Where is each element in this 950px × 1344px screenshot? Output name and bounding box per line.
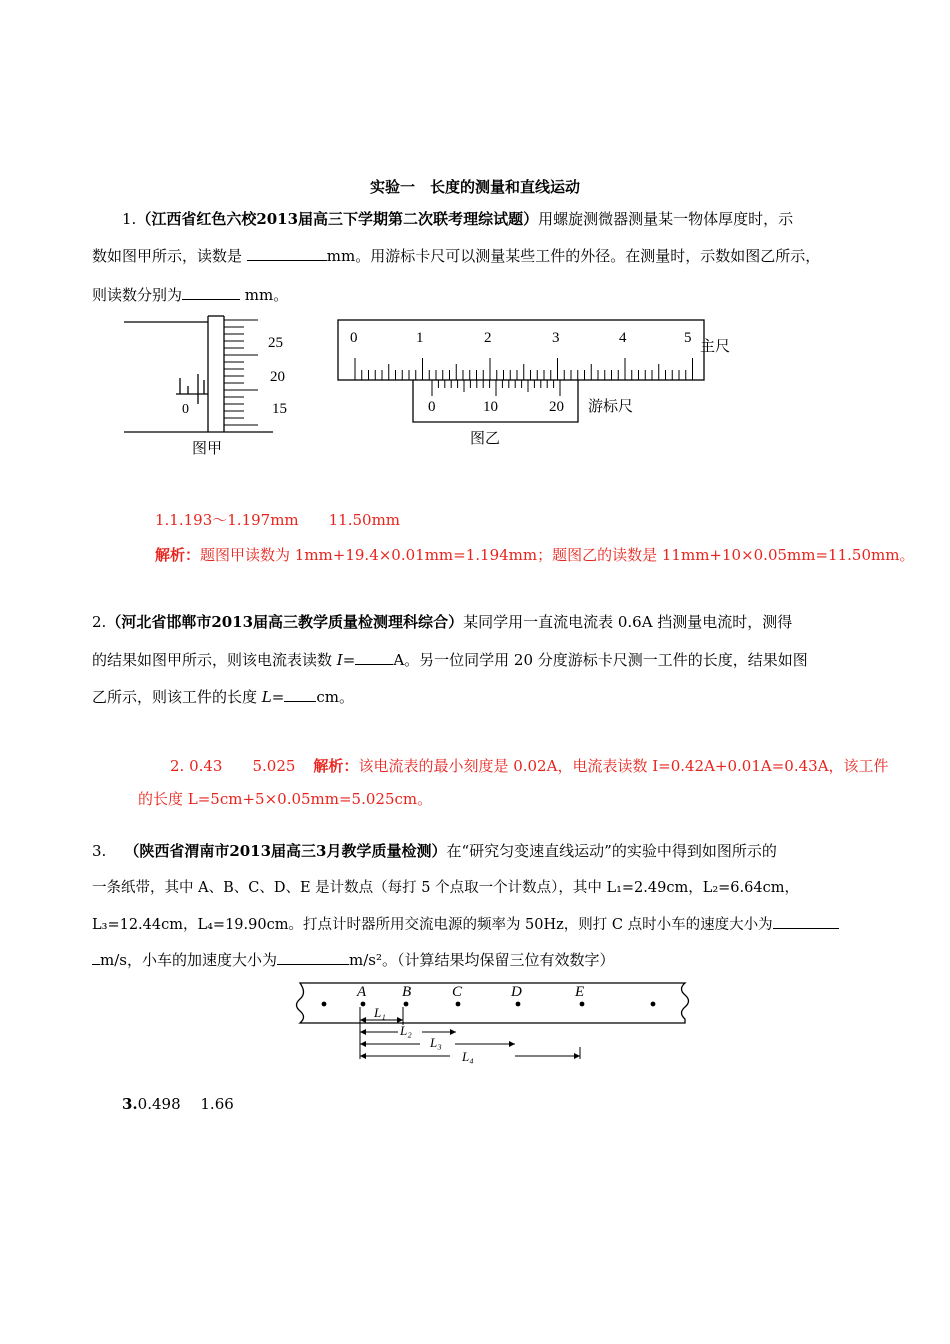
- q1-line-2: [92, 245, 820, 266]
- thimble-tick-label: 20: [270, 369, 285, 385]
- q2-line-3: [92, 686, 354, 707]
- q2-text-c2: =: [271, 688, 285, 706]
- tape-length-label: L₂: [400, 1023, 412, 1038]
- tape-point-label: B: [402, 984, 412, 1000]
- q3-text-d1: m/s，小车的加速度大小为: [100, 951, 277, 969]
- main-scale-tick-label: 4: [619, 330, 627, 346]
- figure-b-caption: 图乙: [470, 431, 501, 447]
- q1-line-3: [92, 284, 288, 305]
- q1-analysis: [155, 544, 914, 565]
- q3-answer-number: 3.: [122, 1095, 138, 1113]
- sleeve-zero-label: 0: [182, 402, 189, 417]
- q3-source: （陕西省渭南市2013届高三3月教学质量检测）: [124, 842, 447, 860]
- q1-number: 1.: [122, 210, 137, 228]
- q2-answer-blank-1[interactable]: [355, 650, 393, 665]
- q1-answer-blank-1[interactable]: [247, 246, 327, 261]
- tape-point-label: C: [452, 984, 463, 1000]
- q3-answer-blank-2[interactable]: [277, 950, 349, 965]
- vernier-tick-label: 10: [483, 399, 498, 415]
- tape-point-label: A: [357, 984, 367, 1000]
- q2-source: （河北省邯郸市2013届高三教学质量检测理科综合）: [106, 613, 464, 631]
- q1-answer-blank-2[interactable]: [182, 285, 240, 300]
- main-scale-tick-label: 1: [416, 330, 424, 346]
- q2-text-a: 某同学用一直流电流表 0.6A 挡测量电流时，测得: [463, 613, 793, 631]
- tape-length-label: L₃: [430, 1035, 442, 1050]
- q1-text-a: 用螺旋测微器测量某一物体厚度时，示: [538, 210, 794, 228]
- q3-text-a: 在“研究匀变速直线运动”的实验中得到如图所示的: [446, 842, 777, 860]
- q2-line-1: [92, 611, 792, 632]
- q2-text-c1: 乙所示，则该工件的长度: [92, 688, 258, 706]
- q1-unit-c: mm。: [244, 286, 289, 304]
- q1-text-c: 则读数分别为: [92, 286, 183, 304]
- q2-line-2: [92, 649, 808, 670]
- q1-unit-b: mm。用游标卡尺可以测量某些工件的外径。在测量时，示数如图乙所示，: [326, 247, 821, 265]
- q1-analysis-text: 题图甲读数为 1mm+19.4×0.01mm=1.194mm；题图乙的读数是 11mm+10×0.05mm=11.50mm。: [200, 546, 915, 564]
- q3-text-d2: m/s²。（计算结果均保留三位有效数字）: [348, 951, 615, 969]
- main-scale-tick-label: 5: [684, 330, 692, 346]
- main-scale-tick-label: 0: [350, 330, 358, 346]
- q3-text-b: 一条纸带，其中 A、B、C、D、E 是计数点（每打 5 个点取一个计数点），其中 L₁=2.49cm，L₂=6.64cm，: [92, 880, 799, 896]
- q2-analysis-text-a: 该电流表的最小刻度是 0.02A，电流表读数 I=0.42A+0.01A=0.43A，该工件: [358, 757, 889, 775]
- q1-answer: 1.1.193～1.197mm 11.50mm: [155, 511, 401, 529]
- vernier-tick-label: 0: [428, 399, 436, 415]
- q3-answer-blank-1[interactable]: [773, 914, 839, 929]
- q1-text-b: 数如图甲所示，读数是: [92, 247, 243, 265]
- blank-tail: [92, 950, 100, 965]
- tape-length-label: L₄: [462, 1049, 474, 1064]
- q2-analysis-label: 解析：: [313, 757, 359, 775]
- main-scale-tick-label: 3: [552, 330, 560, 346]
- thimble-tick-label: 15: [272, 401, 287, 417]
- q2-text-b2: =: [342, 651, 356, 669]
- q2-text-b3: A。另一位同学用 20 分度游标卡尺测一工件的长度，结果如图: [393, 651, 808, 669]
- q1-line-1: [122, 208, 793, 229]
- q2-answer: 2. 0.43 5.025: [170, 757, 296, 775]
- q1-analysis-label: 解析：: [155, 546, 201, 564]
- main-scale-label: 主尺: [700, 339, 731, 355]
- q2-number: 2.: [92, 613, 107, 631]
- tape-length-label: L₁: [374, 1005, 386, 1020]
- vernier-scale-label: 游标尺: [588, 399, 634, 415]
- q2-answer-blank-2[interactable]: [284, 687, 316, 702]
- thimble-tick-label: 25: [268, 335, 283, 351]
- vernier-caliper-figure: [328, 312, 748, 457]
- figure-a-caption: 图甲: [192, 441, 223, 457]
- q3-text-c1: L₃=12.44cm，L₄=19.90cm。打点计时器所用交流电源的频率为 50Hz，则打 C 点时小车的速度大小为: [92, 917, 773, 933]
- q3-answer: 0.498 1.66: [137, 1095, 234, 1113]
- main-scale-tick-label: 2: [484, 330, 492, 346]
- q2-var-l: L: [261, 688, 272, 706]
- q1-source: （江西省红色六校2013届高三下学期第二次联考理综试题）: [136, 210, 539, 228]
- micrometer-figure: [118, 312, 298, 462]
- q3-answer-line: [122, 1093, 234, 1114]
- tape-point-label: D: [511, 984, 522, 1000]
- paper-tape-figure: [290, 975, 700, 1070]
- page-title: 实验一 长度的测量和直线运动: [369, 178, 580, 196]
- q2-analysis-text-b: 的长度 L=5cm+5×0.05mm=5.025cm。: [138, 790, 433, 808]
- q3-number: 3.: [92, 842, 107, 860]
- tape-point-label: E: [575, 984, 585, 1000]
- q3-line-4: [92, 949, 614, 970]
- q2-text-b1: 的结果如图甲所示，则该电流表读数: [92, 651, 333, 669]
- q2-text-c3: cm。: [316, 688, 354, 706]
- q3-line-1: [92, 840, 777, 861]
- q2-answer-line: [170, 755, 889, 776]
- q2-var-i: I: [336, 651, 343, 669]
- vernier-tick-label: 20: [549, 399, 564, 415]
- q3-line-3: [92, 913, 839, 934]
